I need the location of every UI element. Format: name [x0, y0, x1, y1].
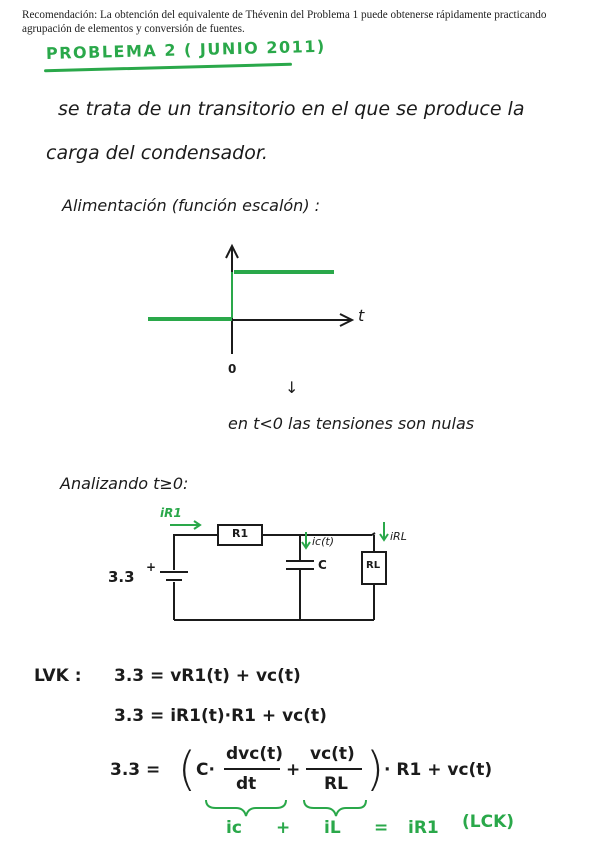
current-label-ic: ic(t) [312, 535, 334, 548]
alimentacion-heading: Alimentación (función escalón) : [62, 196, 321, 215]
fraction-2-denominator: RL [324, 774, 348, 794]
fraction-1-denominator: dt [236, 774, 257, 794]
t-negative-statement: en t<0 las tensiones son nulas [228, 414, 475, 433]
brace-label-plus: + [276, 818, 291, 838]
axis-origin-label: 0 [228, 362, 237, 376]
brace-label-eq: = [374, 818, 389, 838]
close-paren: ) [366, 742, 384, 796]
source-value-label: 3.3 [108, 568, 135, 586]
fraction-2-numerator: vc(t) [310, 744, 355, 764]
down-arrow-icon: ↓ [285, 378, 299, 397]
current-label-irl: iRL [390, 530, 407, 543]
equation-3-tail: · R1 + vc(t) [384, 760, 493, 780]
current-label-ir1: iR1 [160, 506, 182, 520]
equation-2: 3.3 = iR1(t)·R1 + vc(t) [114, 706, 327, 726]
equation-3-plus: + [286, 760, 301, 780]
underbrace-ic [206, 800, 286, 816]
intro-line-2: carga del condensador. [46, 142, 268, 164]
equation-3-c: C· [196, 760, 215, 780]
open-paren: ( [178, 742, 196, 796]
recommendation-text: Recomendación: La obtención del equivalente de Thévenin del Problema 1 puede obtenerse rápidamente practicando agrupación de elementos y conversión de fuentes. [22, 9, 547, 35]
fraction-1-numerator: dvc(t) [226, 744, 283, 764]
capacitor-label: C [318, 558, 327, 572]
equation-3-lhs: 3.3 = [110, 760, 161, 780]
underbrace-il [304, 800, 366, 816]
source-plus-sign: + [146, 560, 157, 574]
analizando-heading: Analizando t≥0: [60, 474, 189, 493]
brace-label-ic: ic [226, 818, 242, 838]
brace-label-ir1: iR1 [408, 818, 439, 838]
problem-title: PROBLEMA 2 ( JUNIO 2011) [45, 36, 326, 63]
brace-label-il: iL [324, 818, 341, 838]
lck-note: (LCK) [462, 812, 515, 832]
r1-label: R1 [232, 527, 249, 540]
axis-t-label: t [358, 306, 365, 325]
rl-label: RL [366, 560, 381, 571]
intro-line-1: se trata de un transitorio en el que se produce la [58, 98, 525, 120]
equation-1: 3.3 = vR1(t) + vc(t) [114, 666, 301, 686]
lvk-label: LVK : [34, 666, 82, 686]
